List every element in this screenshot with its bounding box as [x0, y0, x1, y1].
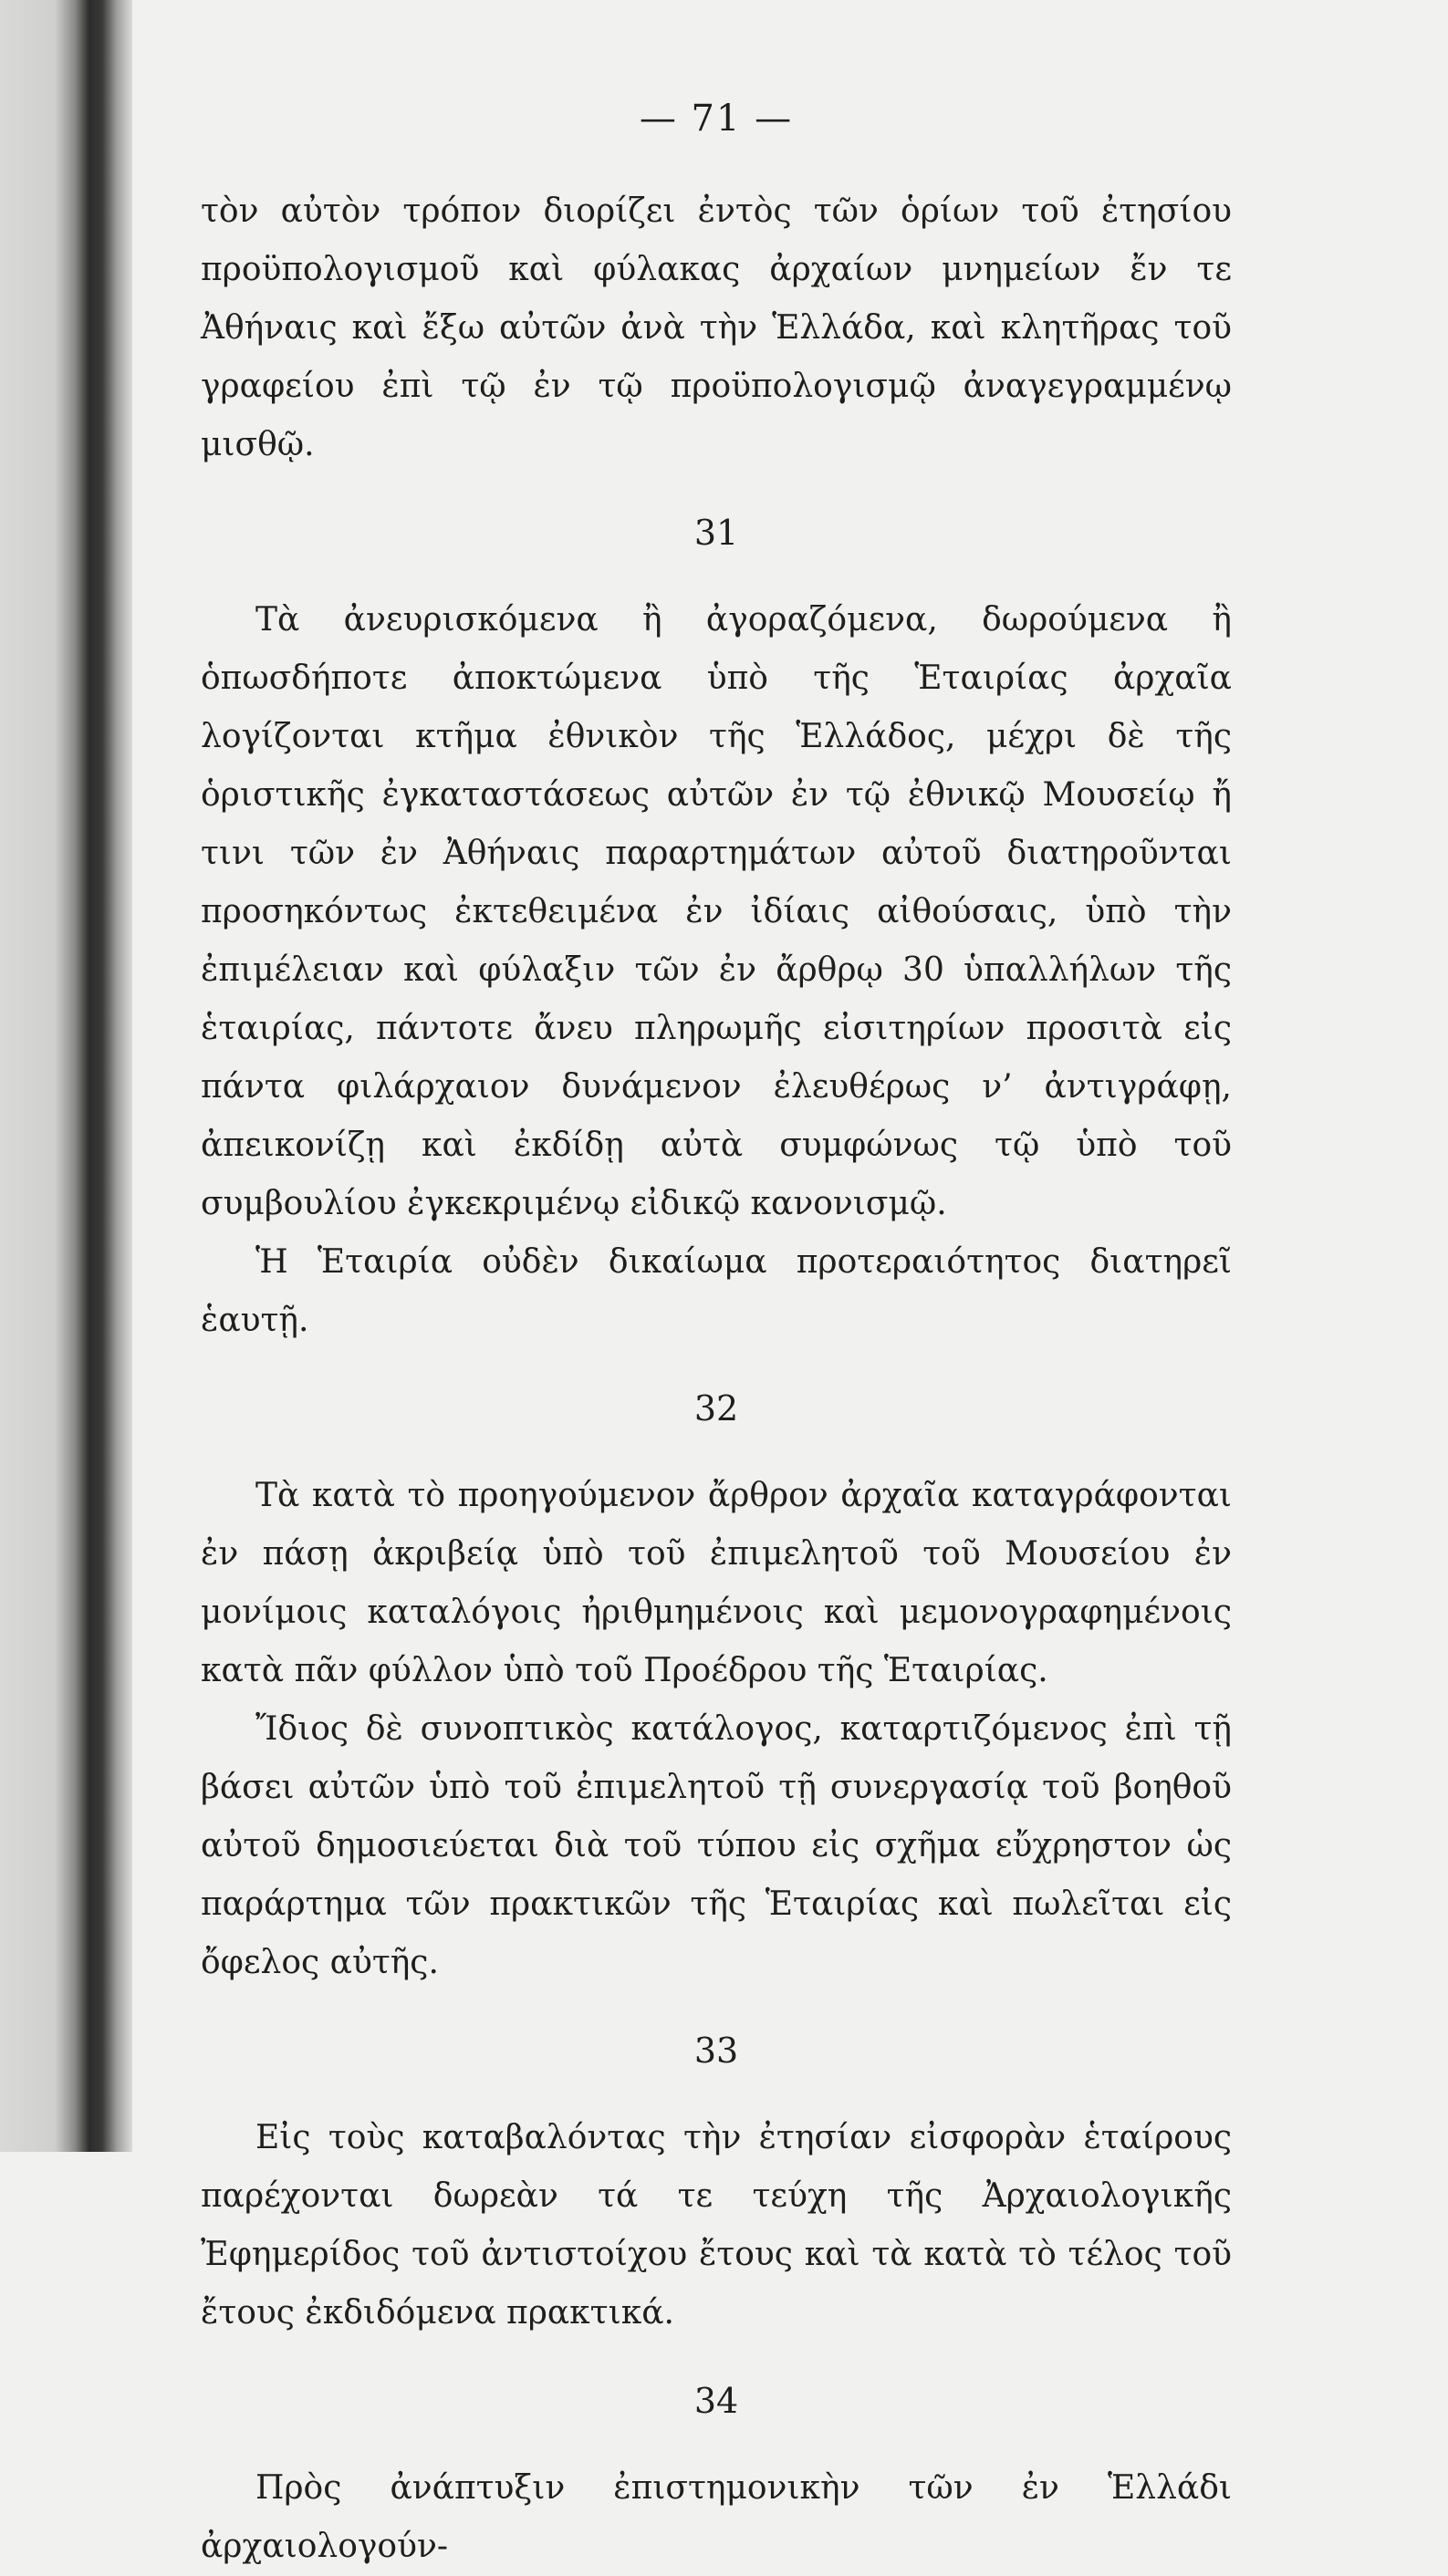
article-number: 34	[693, 2381, 739, 2421]
page-number: — 71 —	[639, 98, 794, 140]
paragraph: Τὰ κατὰ τὸ προηγούμενον ἄρθρον ἀρχαῖα καταγράφονται ἐν πάσῃ ἀκριβείᾳ ὑπὸ τοῦ ἐπιμελητοῦ τοῦ Μουσείου ἐν μονίμοις καταλόγοις ἠριθμημένοις καὶ μεμονογραφημένοις κατὰ πᾶν φύλλον ὑπὸ τοῦ Προέδρου τῆς Ἑταιρίας.	[201, 1477, 1232, 1689]
article-number: 31	[693, 513, 739, 553]
book-page	[201, 91, 1232, 2565]
article-number: 33	[693, 2031, 739, 2071]
paragraph: Εἰς τοὺς καταβαλόντας τὴν ἐτησίαν εἰσφορὰν ἑταίρους παρέχονται δωρεὰν τά τε τεύχη τῆς Ἀρχαιολογικῆς Ἐφημερίδος τοῦ ἀντιστοίχου ἔτους καὶ τὰ κατὰ τὸ τέλος τοῦ ἔτους ἐκδιδόμενα πρακτικά.	[201, 2119, 1232, 2332]
paragraph: Ἴδιος δὲ συνοπτικὸς κατάλογος, καταρτιζόμενος ἐπὶ τῇ βάσει αὐτῶν ὑπὸ τοῦ ἐπιμελητοῦ τῇ συνεργασίᾳ τοῦ βοηθοῦ αὐτοῦ δημοσιεύεται διὰ τοῦ τύπου εἰς σχῆμα εὔχρηστον ὡς παράρτημα τῶν πρακτικῶν τῆς Ἑταιρίας καὶ πωλεῖται εἰς ὄφελος αὐτῆς.	[201, 1710, 1232, 1981]
article-number: 32	[693, 1388, 739, 1428]
article-continuation	[201, 182, 1232, 474]
article-33	[201, 2009, 1232, 2342]
paragraph: Ἡ Ἑταιρία οὐδὲν δικαίωμα προτεραιότητος διατηρεῖ ἑαυτῇ.	[201, 1243, 1232, 1339]
article-34	[201, 2359, 1232, 2576]
binding-gutter	[0, 0, 132, 2152]
paragraph: τὸν αὐτὸν τρόπον διορίζει ἐντὸς τῶν ὁρίων τοῦ ἐτησίου προϋπολογισμοῦ καὶ φύλακας ἀρχαίων μνημείων ἔν τε Ἀθήναις καὶ ἔξω αὐτῶν ἀνὰ τὴν Ἑλλάδα, καὶ κλητῆρας τοῦ γραφείου ἐπὶ τῷ ἐν τῷ προϋπολογισμῷ ἀναγεγραμμένῳ μισθῷ.	[201, 192, 1232, 463]
article-31	[201, 491, 1232, 1350]
paragraph: Τὰ ἀνευρισκόμενα ἢ ἀγοραζόμενα, δωρούμενα ἢ ὁπωσδήποτε ἀποκτώμενα ὑπὸ τῆς Ἑταιρίας ἀρχαῖα λογίζονται κτῆμα ἐθνικὸν τῆς Ἑλλάδος, μέχρι δὲ τῆς ὁριστικῆς ἐγκαταστάσεως αὐτῶν ἐν τῷ ἐθνικῷ Μουσείῳ ἤ τινι τῶν ἐν Ἀθήναις παραρτημάτων αὐτοῦ διατηροῦνται προσηκόντως ἐκτεθειμένα ἐν ἰδίαις αἰθούσαις, ὑπὸ τὴν ἐπιμέλειαν καὶ φύλαξιν τῶν ἐν ἄρθρῳ 30 ὑπαλλήλων τῆς ἑταιρίας, πάντοτε ἄνευ πληρωμῆς εἰσιτηρίων προσιτὰ εἰς πάντα φιλάρχαιον δυνάμενον ἐλευθέρως ν’ ἀντιγράφῃ, ἀπεικονίζῃ καὶ ἐκδίδῃ αὐτὰ συμφώνως τῷ ὑπὸ τοῦ συμβουλίου ἐγκεκριμένῳ εἰδικῷ κανονισμῷ.	[201, 601, 1232, 1222]
paragraph: Πρὸς ἀνάπτυξιν ἐπιστημονικὴν τῶν ἐν Ἑλλάδι ἀρχαιολογούν-	[201, 2469, 1232, 2565]
article-32	[201, 1366, 1232, 1992]
